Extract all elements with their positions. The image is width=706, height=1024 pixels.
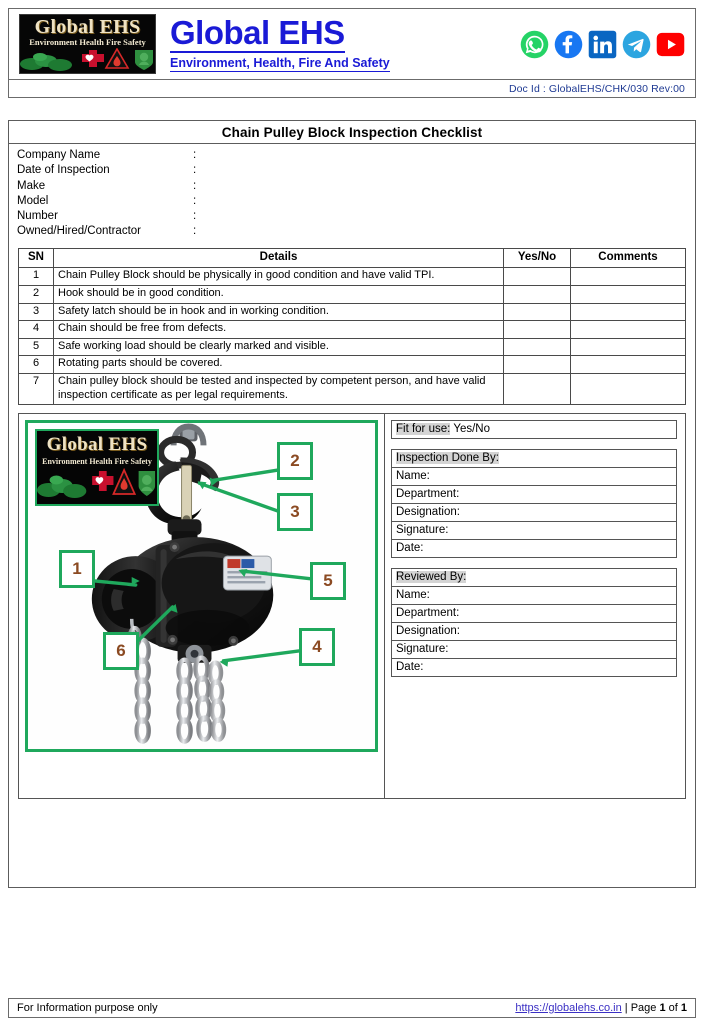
info-row-model [17, 194, 695, 209]
cell-comments[interactable] [571, 356, 686, 374]
inspection-heading: Inspection Done By: [396, 452, 499, 465]
callout-6: 6 [103, 632, 139, 670]
cell-yesno[interactable] [504, 338, 571, 356]
column-header-comments: Comments [571, 248, 686, 268]
reviewed-by-box [391, 568, 677, 677]
info-colon: : [193, 225, 197, 238]
photo-logo-subtitle-text: Environment Health Fire Safety [42, 457, 152, 467]
cell-comments[interactable] [571, 268, 686, 286]
footer-left-text: For Information purpose only [17, 1002, 158, 1014]
fit-for-use-label: Fit for use: [396, 423, 451, 436]
table-header-row [19, 248, 686, 268]
cell-details: Chain Pulley Block should be physically in good condition and have valid TPI. [54, 268, 504, 286]
company-info-block [9, 144, 695, 242]
cell-sn: 2 [19, 285, 54, 303]
cell-yesno[interactable] [504, 303, 571, 321]
info-value-number[interactable] [203, 209, 695, 224]
lower-section [18, 413, 686, 799]
page-header [8, 8, 696, 98]
column-header-details: Details [54, 248, 504, 268]
info-label: Number [17, 210, 58, 223]
table-row [19, 373, 686, 404]
fit-for-use-box [391, 420, 677, 439]
cell-yesno[interactable] [504, 321, 571, 339]
inspection-designation-row[interactable]: Designation: [392, 504, 676, 522]
callout-5: 5 [310, 562, 346, 600]
inspection-done-by-box [391, 449, 677, 558]
cell-sn: 3 [19, 303, 54, 321]
social-links [520, 30, 689, 59]
reviewed-name-row[interactable]: Name: [392, 587, 676, 605]
info-label: Make [17, 179, 46, 192]
table-row [19, 268, 686, 286]
cell-sn: 1 [19, 268, 54, 286]
cell-yesno[interactable] [504, 268, 571, 286]
reviewed-department-row[interactable]: Department: [392, 605, 676, 623]
cell-details: Chain pulley block should be tested and inspected by competent person, and have valid inspection certificate as per legal requirements. [54, 373, 504, 404]
checklist-table [18, 248, 686, 405]
info-colon: : [193, 164, 197, 177]
logo-title-text: Global EHS [34, 16, 141, 38]
info-label: Company Name [17, 149, 101, 161]
info-colon: : [193, 210, 197, 223]
cell-comments[interactable] [571, 321, 686, 339]
logo-artwork-icon [20, 48, 155, 73]
brand-sub-text: Environment, Health, Fire And Safety [170, 56, 390, 73]
info-colon: : [193, 149, 197, 161]
info-value-date-of-inspection[interactable] [203, 163, 695, 178]
cell-comments[interactable] [571, 373, 686, 404]
cell-details: Hook should be in good condition. [54, 285, 504, 303]
cell-comments[interactable] [571, 338, 686, 356]
cell-yesno[interactable] [504, 356, 571, 374]
reviewed-signature-row[interactable]: Signature: [392, 641, 676, 659]
page-current: 1 [659, 1002, 666, 1014]
inspection-heading-row [392, 450, 676, 468]
callout-4: 4 [299, 628, 335, 666]
callout-1: 1 [59, 550, 95, 588]
reviewed-date-row[interactable]: Date: [396, 661, 424, 674]
info-value-company-name[interactable] [203, 148, 695, 163]
website-link[interactable]: https://globalehs.co.in [515, 1002, 622, 1014]
info-row-date-of-inspection [17, 163, 695, 178]
reviewed-designation-row[interactable]: Designation: [392, 623, 676, 641]
checklist-table-wrap [9, 242, 695, 405]
inspection-date-row[interactable]: Date: [396, 542, 424, 555]
photo-cell [19, 414, 385, 798]
document-body [8, 120, 696, 888]
fit-for-use-row [392, 421, 676, 438]
cell-comments[interactable] [571, 285, 686, 303]
cell-sn: 4 [19, 321, 54, 339]
table-row [19, 285, 686, 303]
callout-2: 2 [277, 442, 313, 480]
cell-details: Safety latch should be in hook and in working condition. [54, 303, 504, 321]
inspection-department-row[interactable]: Department: [392, 486, 676, 504]
photo-overlay-logo [35, 429, 159, 506]
info-label: Date of Inspection [17, 164, 110, 177]
column-header-sn: SN [19, 248, 54, 268]
page-title: Chain Pulley Block Inspection Checklist [9, 121, 695, 144]
inspection-name-row[interactable]: Name: [392, 468, 676, 486]
page-total: 1 [680, 1002, 687, 1014]
info-row-make [17, 179, 695, 194]
cell-details: Safe working load should be clearly marked and visible. [54, 338, 504, 356]
logo-subtitle-text: Environment Health Fire Safety [29, 37, 146, 47]
chain-pulley-block-photo [25, 420, 378, 752]
page-of: of [665, 1002, 681, 1014]
table-row [19, 356, 686, 374]
facebook-icon[interactable] [554, 30, 583, 59]
photo-logo-artwork-icon [37, 468, 157, 502]
cell-yesno[interactable] [504, 285, 571, 303]
header-top-row [9, 9, 695, 79]
table-row [19, 338, 686, 356]
info-row-number [17, 209, 695, 224]
telegram-icon[interactable] [622, 30, 651, 59]
cell-comments[interactable] [571, 303, 686, 321]
page-footer [8, 998, 696, 1018]
callout-3: 3 [277, 493, 313, 531]
doc-id-row [9, 79, 695, 97]
table-row [19, 303, 686, 321]
info-label: Owned/Hired/Contractor [17, 225, 141, 238]
youtube-icon[interactable] [656, 30, 685, 59]
footer-separator: | Page [621, 1002, 660, 1014]
footer-right [515, 1002, 687, 1014]
cell-details: Chain should be free from defects. [54, 321, 504, 339]
info-value-make[interactable] [203, 179, 695, 194]
info-value-ownership[interactable] [203, 224, 695, 239]
info-colon: : [193, 194, 197, 207]
info-label: Model [17, 194, 49, 207]
cell-sn: 7 [19, 373, 54, 404]
info-value-model[interactable] [203, 194, 695, 209]
signoff-cell [385, 414, 685, 798]
reviewed-heading-row [392, 569, 676, 587]
linkedin-icon[interactable] [588, 30, 617, 59]
info-row-ownership [17, 224, 695, 239]
cell-sn: 5 [19, 338, 54, 356]
cell-yesno[interactable] [504, 373, 571, 404]
brand-wordmark [156, 13, 520, 72]
cell-details: Rotating parts should be covered. [54, 356, 504, 374]
cell-sn: 6 [19, 356, 54, 374]
info-colon: : [193, 179, 197, 192]
column-header-yesno: Yes/No [504, 248, 571, 268]
inspection-signature-row[interactable]: Signature: [392, 522, 676, 540]
photo-logo-title-text: Global EHS [46, 434, 148, 456]
table-row [19, 321, 686, 339]
company-logo [19, 14, 156, 74]
fit-for-use-value[interactable]: Yes/No [453, 423, 490, 436]
brand-main-text: Global EHS [170, 13, 345, 51]
reviewed-heading: Reviewed By: [396, 571, 467, 584]
whatsapp-icon[interactable] [520, 30, 549, 59]
doc-id-text: Doc Id : GlobalEHS/CHK/030 Rev:00 [508, 82, 685, 95]
info-row-company-name [17, 148, 695, 163]
